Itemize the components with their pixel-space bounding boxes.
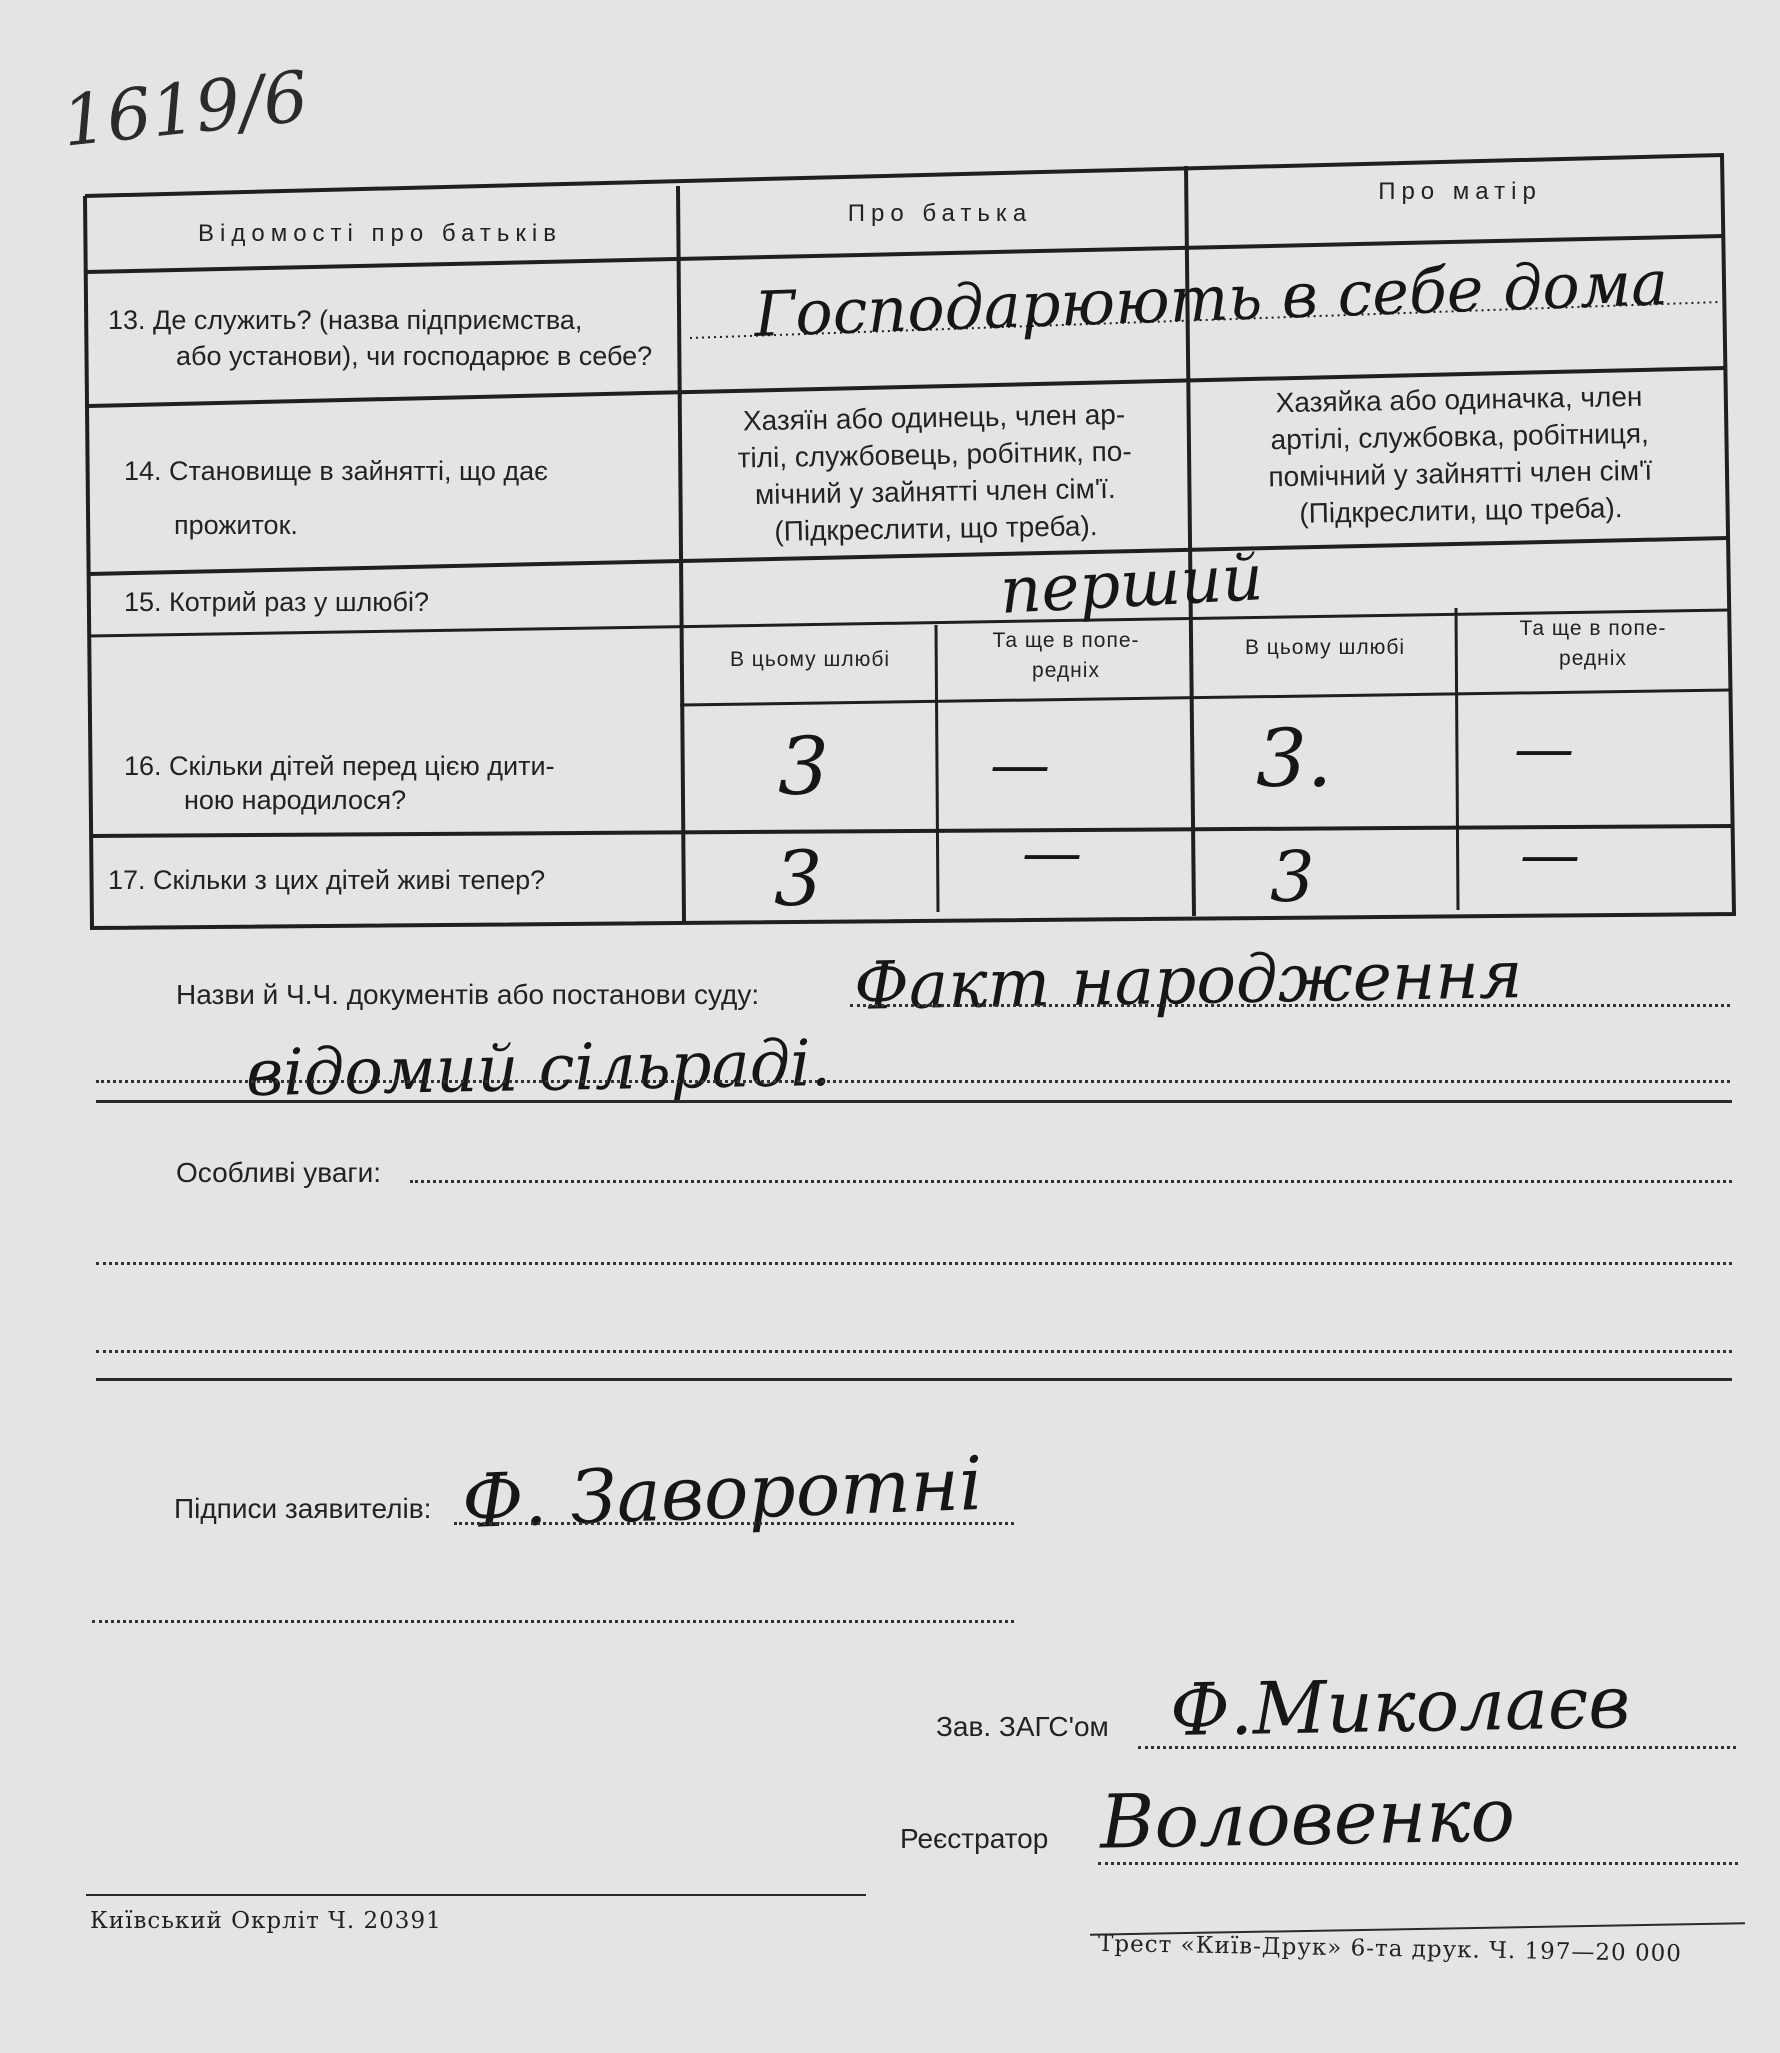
row17-father-prev: — — [1022, 818, 1082, 888]
documents-dotline-2 — [96, 1080, 1730, 1083]
row16-label — [124, 750, 684, 818]
signatures-label: Підписи заявителів: — [174, 1493, 432, 1524]
subheader-mother-this-marriage: В цьому шлюбі — [1244, 636, 1406, 659]
documents-label: Назви й Ч.Ч. документів або постанови суду: — [176, 979, 760, 1010]
row14-label — [124, 444, 664, 552]
signatures-dotline-1 — [454, 1522, 1014, 1525]
archive-number-note: 1619/6 — [58, 55, 312, 163]
row16-father-prev: — — [990, 730, 1050, 800]
row16-mother-this: 3. — [1256, 712, 1333, 805]
subheader-mother-previous-line2: редніх — [1559, 647, 1627, 671]
subheader-father-previous-line1: Та ще в попе- — [992, 629, 1140, 652]
row14-mother-line4: (Підкреслити, що треба). — [1299, 492, 1623, 529]
subheader-mother-previous — [1462, 614, 1724, 675]
row14-mother-line2: артілі, службовка, робітниця, — [1270, 417, 1649, 456]
row14-father-line4: (Підкреслити, що треба). — [774, 510, 1098, 547]
row13-answer: Господарюють в себе дома — [753, 246, 1670, 351]
row17-mother-this: 3 — [1270, 836, 1315, 918]
row14-label-line2: прожиток. — [174, 510, 298, 540]
footer-rule-left — [86, 1894, 866, 1896]
row14-mother-line1: Хазяйка або одиначка, член — [1275, 380, 1643, 419]
row17-label: 17. Скільки з цих дітей живі тепер? — [108, 865, 546, 895]
registrar-signature: Воловенко — [1099, 1772, 1516, 1866]
row13-label — [108, 302, 678, 375]
row14-father-line2: тілі, службовець, робітник, по- — [737, 435, 1132, 474]
header-parents-info: Відомості про батьків — [198, 220, 562, 247]
remarks-dotline-2 — [96, 1262, 1732, 1265]
remarks-label: Особливі уваги: — [176, 1157, 382, 1188]
documents-value-line1: Факт народження — [853, 936, 1524, 1025]
row13-label-line1: 13. Де служить? (назва підприємства, — [108, 305, 583, 335]
header-about-father: Про батька — [847, 200, 1033, 227]
row15-answer: перший — [998, 541, 1265, 629]
zags-head-signature: Ф.Миколаєв — [1169, 1659, 1631, 1753]
footer-left-imprint: Київський Окрліт Ч. 20391 — [90, 1908, 442, 1934]
remarks-dotline-3 — [96, 1350, 1732, 1353]
signatures-dotline-2 — [92, 1620, 1014, 1623]
row14-mother-line3: помічний у зайнятті член сім'ї — [1268, 454, 1653, 493]
zags-dotline — [1138, 1746, 1736, 1749]
subheader-father-this-marriage: В цьому шлюбі — [729, 648, 891, 671]
signatures-value: Ф. Заворотні — [460, 1440, 985, 1546]
row16-father-this: 3 — [778, 720, 829, 813]
documents-value-line2: відомий сільраді. — [245, 1026, 832, 1112]
row14-father-line3: мічний у зайнятті член сім'ї. — [754, 472, 1116, 511]
footer-right-imprint: Трест «Київ-Друк» 6-та друк. Ч. 197—20 000 — [1097, 1930, 1683, 1968]
subheader-father-previous — [944, 626, 1188, 687]
row15-label: 15. Котрий раз у шлюбі? — [124, 587, 429, 617]
row14-label-line1: 14. Становище в зайнятті, що дає — [124, 456, 548, 486]
zags-head-label: Зав. ЗАГС'ом — [936, 1711, 1109, 1742]
documents-dotline-1 — [850, 1004, 1730, 1007]
row16-mother-prev: — — [1514, 714, 1574, 784]
remarks-rule — [96, 1378, 1732, 1381]
row16-label-line1: 16. Скільки дітей перед цією дити- — [124, 751, 555, 781]
subheader-father-previous-line2: редніх — [1032, 659, 1100, 683]
registrar-label: Реєстратор — [900, 1823, 1049, 1854]
row14-mother-options — [1199, 377, 1722, 534]
subheader-mother-previous-line1: Та ще в попе- — [1519, 617, 1667, 640]
remarks-dotline-1 — [410, 1180, 1732, 1183]
row14-father-options — [689, 396, 1182, 552]
row13-label-line2: або установи), чи господарює в себе? — [176, 341, 653, 372]
header-about-mother: Про матір — [1378, 178, 1542, 205]
row17-father-this: 3 — [774, 834, 823, 923]
row14-father-line1: Хазяїн або одинець, член ар- — [742, 398, 1126, 437]
documents-rule — [96, 1100, 1732, 1103]
registrar-dotline — [1098, 1862, 1738, 1865]
row17-mother-prev: — — [1520, 820, 1580, 890]
row16-label-line2: ною народилося? — [184, 784, 407, 815]
